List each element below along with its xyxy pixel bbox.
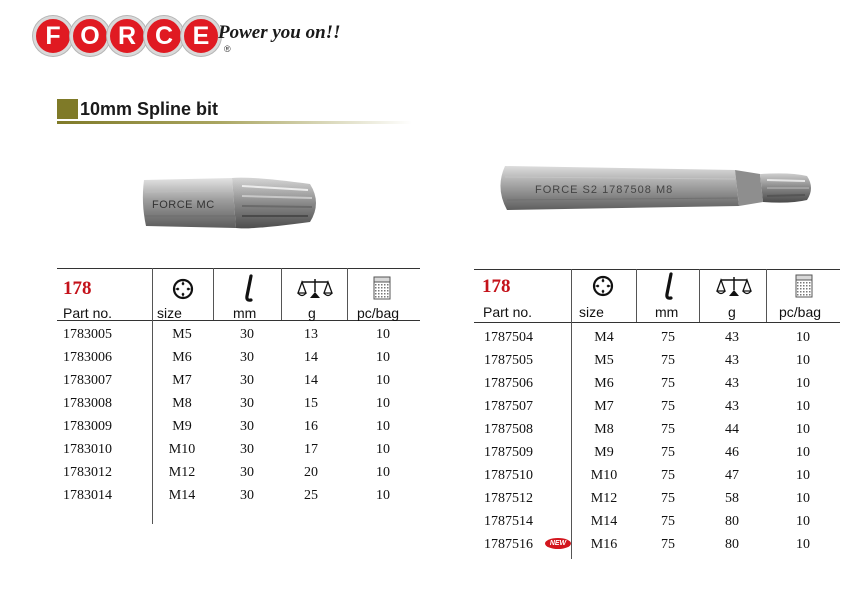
part-number-cell: 1783007 [63,373,112,388]
table-cell: 10 [376,327,390,342]
part-number-cell: 1783012 [63,465,112,480]
part-number-cell: 1783005 [63,327,112,342]
table-cell: 75 [661,537,675,552]
series-number: 178 [63,278,92,299]
table-cell: 75 [661,514,675,529]
table-cell: 30 [240,327,254,342]
table-cell: 46 [725,445,739,460]
table-cell: 43 [725,330,739,345]
table-cell: M10 [590,468,618,483]
table-cell: 10 [796,491,810,506]
part-number-cell: 1783006 [63,350,112,365]
table-cell: 10 [376,396,390,411]
table-cell: 30 [240,373,254,388]
table-top-rule [57,268,420,269]
table-column-divider [636,269,637,322]
table-cell: 13 [304,327,318,342]
table-cell: 14 [304,350,318,365]
column-header: g [308,305,316,321]
short-spline-bit-image [140,172,325,234]
logo-letter: F [33,16,73,56]
logo-letter: E [181,16,221,56]
part-number-cell: 1787514 [484,514,533,529]
column-header: pc/bag [357,305,400,321]
table-cell: 17 [304,442,318,457]
column-header: g [728,304,736,320]
table-cell: 10 [376,373,390,388]
left-product-table [57,268,420,524]
table-column-divider [213,268,214,320]
table-top-rule [474,269,840,270]
long-spline-bit-image [495,160,820,216]
table-cell: 10 [376,488,390,503]
table-cell: 20 [304,465,318,480]
column-header: Part no. [483,304,533,320]
length-l-icon [239,274,259,304]
table-cell: 10 [796,445,810,460]
table-cell: M6 [594,376,614,391]
table-cell: M7 [594,399,614,414]
table-cell: M14 [590,514,618,529]
table-cell: M8 [594,422,614,437]
table-cell: 75 [661,468,675,483]
table-cell: 43 [725,376,739,391]
table-cell: 10 [796,399,810,414]
column-header: Part no. [63,305,113,321]
table-cell: 47 [725,468,739,483]
column-header: mm [655,304,679,320]
table-cell: M16 [590,537,618,552]
table-cell: 75 [661,330,675,345]
column-header: size [157,305,182,321]
table-cell: M12 [168,465,196,480]
table-cell: 43 [725,353,739,368]
table-cell: 10 [376,419,390,434]
slogan: Power you on!! [218,22,341,43]
table-cell: M6 [172,350,192,365]
table-cell: 10 [796,514,810,529]
table-cell: M12 [590,491,618,506]
table-cell: 10 [796,376,810,391]
table-cell: 75 [661,491,675,506]
section-heading [57,98,218,120]
table-cell: M8 [172,396,192,411]
part-number-cell: 1787509 [484,445,533,460]
table-cell: 10 [796,422,810,437]
length-l-icon [659,272,679,302]
title-marker-icon [57,99,78,119]
registered-mark: ® [224,44,231,54]
table-column-divider [766,269,767,322]
table-column-divider [699,269,700,322]
table-cell: 14 [304,373,318,388]
bag-icon [372,275,392,301]
part-number-cell: 1787505 [484,353,533,368]
column-header: size [579,304,604,320]
table-cell: 30 [240,488,254,503]
table-cell: 10 [376,442,390,457]
table-cell: M5 [172,327,192,342]
column-header: mm [233,305,257,321]
table-cell: 75 [661,399,675,414]
spline-size-icon [172,278,194,300]
table-cell: 44 [725,422,739,437]
spline-size-icon [592,275,614,297]
table-cell: M14 [168,488,196,503]
table-cell: M4 [594,330,614,345]
force-logo [33,14,231,58]
table-cell: 75 [661,422,675,437]
part-number-cell: 1783008 [63,396,112,411]
table-cell: 10 [376,465,390,480]
table-cell: 75 [661,353,675,368]
table-cell: M7 [172,373,192,388]
table-cell: 30 [240,396,254,411]
table-cell: 30 [240,465,254,480]
table-cell: 43 [725,399,739,414]
new-badge: NEW [545,538,571,549]
logo-letter: R [107,16,147,56]
table-cell: 58 [725,491,739,506]
table-cell: M9 [594,445,614,460]
table-cell: 75 [661,376,675,391]
logo-letter: O [70,16,110,56]
part-number-cell: 1783010 [63,442,112,457]
part-number-cell: 1783014 [63,488,112,503]
series-number: 178 [482,276,511,297]
part-number-cell: 1787516 [484,537,533,552]
table-cell: 80 [725,514,739,529]
table-cell: 25 [304,488,318,503]
table-cell: 10 [796,353,810,368]
table-column-divider [281,268,282,320]
table-cell: 75 [661,445,675,460]
table-cell: 10 [796,537,810,552]
table-cell: 30 [240,350,254,365]
table-cell: M5 [594,353,614,368]
table-cell: 30 [240,419,254,434]
part-number-cell: 1787504 [484,330,533,345]
part-number-cell: 1783009 [63,419,112,434]
table-column-divider [571,269,572,559]
part-number-cell: 1787508 [484,422,533,437]
title-underline [57,121,412,124]
table-cell: 30 [240,442,254,457]
part-number-cell: 1787506 [484,376,533,391]
table-cell: 16 [304,419,318,434]
short-bit-marking: FORCE MC [152,199,215,211]
table-column-divider [347,268,348,320]
part-number-cell: 1787510 [484,468,533,483]
table-cell: 80 [725,537,739,552]
logo-letter: C [144,16,184,56]
column-header: pc/bag [779,304,822,320]
table-header-rule [474,322,840,323]
table-cell: 15 [304,396,318,411]
bag-icon [794,273,814,299]
table-cell: M10 [168,442,196,457]
part-number-cell: 1787507 [484,399,533,414]
table-cell: 10 [376,350,390,365]
table-cell: 10 [796,330,810,345]
part-number-cell: 1787512 [484,491,533,506]
weight-scale-icon [297,276,333,302]
page-title: 10mm Spline bit [80,98,219,119]
right-product-table [474,269,840,559]
table-cell: M9 [172,419,192,434]
long-bit-marking: FORCE S2 1787508 M8 [535,184,674,196]
weight-scale-icon [716,274,752,300]
table-cell: 10 [796,468,810,483]
